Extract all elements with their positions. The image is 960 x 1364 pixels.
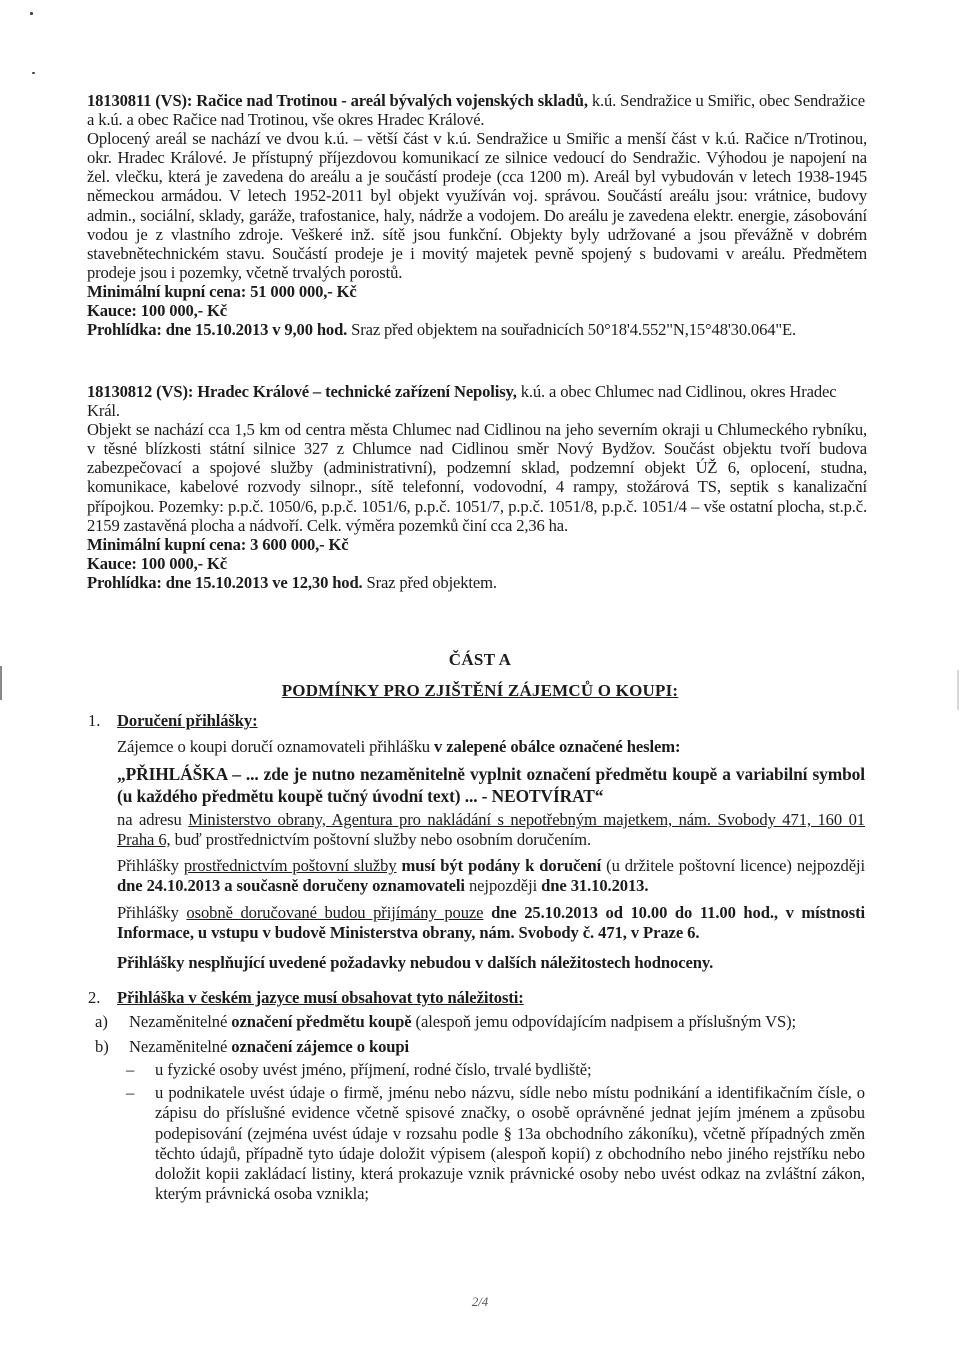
postal-text-4: (u držitele poštovní licence) nejpozději: [601, 856, 865, 875]
postal-text-1: Přihlášky: [117, 856, 184, 875]
section-1-intro-text: Zájemce o koupi doručí oznamovateli přihlášku: [117, 737, 435, 756]
item-a-label: a): [95, 1012, 108, 1031]
property-1-deposit: Kauce: 100 000,- Kč: [87, 301, 228, 321]
section-1-heading: Doručení přihlášky:: [117, 711, 258, 730]
postal-delivery-terms: [117, 856, 865, 896]
bullet-dash: –: [126, 1060, 135, 1079]
postal-text-3: musí být podány k doručení: [396, 856, 602, 875]
bullet-natural-person: u fyzické osoby uvést jméno, příjmení, rodné číslo, trvalé bydliště;: [155, 1060, 592, 1079]
delivery-address-value: Ministerstvo obrany, Agentura pro nakládání s nepotřebným majetkem, nám. Svobody 471, 160 01 Praha 6,: [117, 810, 865, 849]
personal-text-3: dne 25.10.2013 od 10.00 do 11.00 hod., v místnosti Informace, u vstupu v budově Ministerstva obrany, nám. Svobody č. 471, v Praze 6.: [117, 903, 866, 942]
section-2-number: 2.: [88, 988, 101, 1007]
personal-text-2: osobně doručované budou přijímány pouze: [186, 903, 484, 922]
property-1-heading-location: k.ú. Sendražice u Smiřic, obec Sendražice a k.ú. a obec Račice nad Trotinou, vše okres Hradec Králové.: [87, 91, 865, 130]
property-2-viewing: [87, 573, 867, 592]
property-1-viewing-place: Sraz před objektem na souřadnicích 50°18'4.552"N,15°48'30.064"E.: [347, 320, 797, 340]
part-a-title: ČÁST A: [448, 650, 512, 669]
delivery-address-prefix: na adresu: [117, 810, 189, 829]
personal-delivery-terms: [117, 903, 865, 943]
scan-speck: [32, 72, 35, 74]
postal-text-5: dne 24.10.2013 a současně doručeny oznamovateli: [117, 876, 465, 895]
property-2-heading: [87, 382, 867, 420]
section-1-number: 1.: [88, 711, 101, 730]
property-1-viewing: [87, 320, 867, 339]
property-1-heading: [87, 91, 867, 129]
property-1-viewing-date: Prohlídka: dne 15.10.2013 v 9,00 hod.: [87, 320, 348, 340]
application-password: „PŘIHLÁŠKA – ... zde je nutno nezaměnitelně vyplnit označení předmětu koupě a variabilní symbol (u každého předmětu koupě tučný úvodní text) ... - NEOTVÍRAT“: [117, 764, 865, 806]
property-2-viewing-date: Prohlídka: dne 15.10.2013 ve 12,30 hod.: [87, 572, 363, 592]
invalid-application-warning: Přihlášky nesplňující uvedené požadavky nebudou v dalších náležitostech hodnoceny.: [117, 953, 714, 972]
property-2-deposit: Kauce: 100 000,- Kč: [87, 553, 228, 573]
section-2-heading: Přihláška v českém jazyce musí obsahovat tyto náležitosti:: [117, 988, 524, 1007]
section-1-intro-bold: v zalepené obálce označené heslem:: [434, 737, 681, 756]
item-a-text-1: Nezaměnitelné: [129, 1012, 232, 1031]
scan-speck: [30, 12, 33, 15]
bullet-dash: –: [126, 1083, 135, 1102]
postal-text-2: prostřednictvím poštovní služby: [183, 856, 397, 875]
property-2-heading-location: k.ú. a obec Chlumec nad Cidlinou, okres Hradec Král.: [87, 382, 837, 421]
bullet-entrepreneur: u podnikatele uvést údaje o firmě, jménu nebo názvu, sídle nebo místu podnikání a identifikačním čísle, o zápisu do příslušné evidence včetně spisové značky, o osobě oprávněné jednat jejím jménem a způsobu podepisování (zejména uvést údaje v rozsahu podle § 13a obchodního zákoníku), včetně případných změn těchto údajů, případně tyto údaje doložit výpisem (alespoň kopií) z obchodního nebo jiného rejstříku nebo doložit kopii zakládací listiny, která prokazuje vznik právnické osoby nebo uvést odkaz na zvláštní zákon, kterým právnická osoba vznikla;: [155, 1083, 865, 1204]
property-2-viewing-place: Sraz před objektem.: [362, 572, 497, 592]
property-2-description: Objekt se nachází cca 1,5 km od centra města Chlumec nad Cidlinou na jeho severním okraji u Chlumeckého rybníku, v těsné blízkosti státní silnice 327 z Chlumce nad Cidlinou směr Nový Bydžov. Součást objektu tvoří budova zabezpečovací a spojové služby (administrativní), podzemní sklad, podzemní objekt ÚŽ 6, oplocení, studna, komunikace, kabelové rozvody silnopr., sítě telefonní, vodovodní, 4 rampy, stožárová TS, septik s kanalizační přípojkou. Pozemky: p.p.č. 1050/6, p.p.č. 1051/6, p.p.č. 1051/7, p.p.č. 1051/8, p.p.č. 1051/4 – vše ostatní plocha, st.p.č. 2159 zastavěná plocha a nádvoří. Celk. výměra pozemků činí cca 2,36 ha.: [87, 420, 867, 535]
delivery-address-suffix: buď prostřednictvím poštovní služby nebo osobním doručením.: [170, 830, 592, 849]
property-1-description: Oplocený areál se nachází ve dvou k.ú. – větší část v k.ú. Sendražice u Smiřic a menší část v k.ú. Račice n/Trotinou, okr. Hradec Králové. Je přístupný příjezdovou komunikací ze silnice vedoucí do Sendražic. Výhodou je napojení na žel. vlečku, která je zavedena do areálu a je součástí prodeje (cca 1200 m). Areál byl vybudován v letech 1938-1945 německou armádou. V letech 1952-2011 byl objekt využíván voj. správou. Součástí areálu jsou: vrátnice, budovy admin., sociální, sklady, garáže, trafostanice, haly, nádrže a vodojem. Do areálu je zavedena elektr. energie, zásobování vodou je z vlastního zdroje. Veškeré inž. sítě jsou funkční. Objekty byly udržované a jsou převážně v dobrém stavebnětechnickém stavu. Součástí prodeje je i movitý majetek pevně spojený s budovami v areálu. Předmětem prodeje jsou i pozemky, včetně trvalých porostů.: [87, 129, 867, 282]
item-a-text: [129, 1012, 869, 1032]
section-1-intro: [117, 737, 877, 757]
page-number: 2/4: [471, 1294, 489, 1309]
item-b-label: b): [95, 1037, 109, 1056]
postal-text-7: dne 31.10.2013.: [541, 876, 649, 895]
item-a-text-3: (alespoň jemu odpovídajícím nadpisem a příslušným VS);: [411, 1012, 797, 1031]
property-1-heading-bold: 18130811 (VS): Račice nad Trotinou - areál bývalých vojenských skladů,: [87, 91, 588, 110]
item-b-text-1: Nezaměnitelné: [129, 1037, 232, 1056]
property-listing-1: [87, 91, 867, 339]
delivery-address: [117, 810, 865, 850]
property-2-heading-bold: 18130812 (VS): Hradec Králové – technické zařízení Nepolisy,: [87, 382, 517, 401]
personal-text-1: Přihlášky: [117, 903, 187, 922]
property-listing-2: [87, 382, 867, 592]
property-2-min-price: Minimální kupní cena: 3 600 000,- Kč: [87, 534, 349, 554]
property-1-min-price: Minimální kupní cena: 51 000 000,- Kč: [87, 281, 357, 301]
item-a-text-2: označení předmětu koupě: [231, 1012, 412, 1031]
postal-text-6: nejpozději: [464, 876, 542, 895]
item-b-text: [129, 1037, 869, 1057]
item-b-text-2: označení zájemce o koupi: [231, 1037, 410, 1056]
part-a-subtitle: PODMÍNKY PRO ZJIŠTĚNÍ ZÁJEMCŮ O KOUPI:: [281, 681, 679, 700]
